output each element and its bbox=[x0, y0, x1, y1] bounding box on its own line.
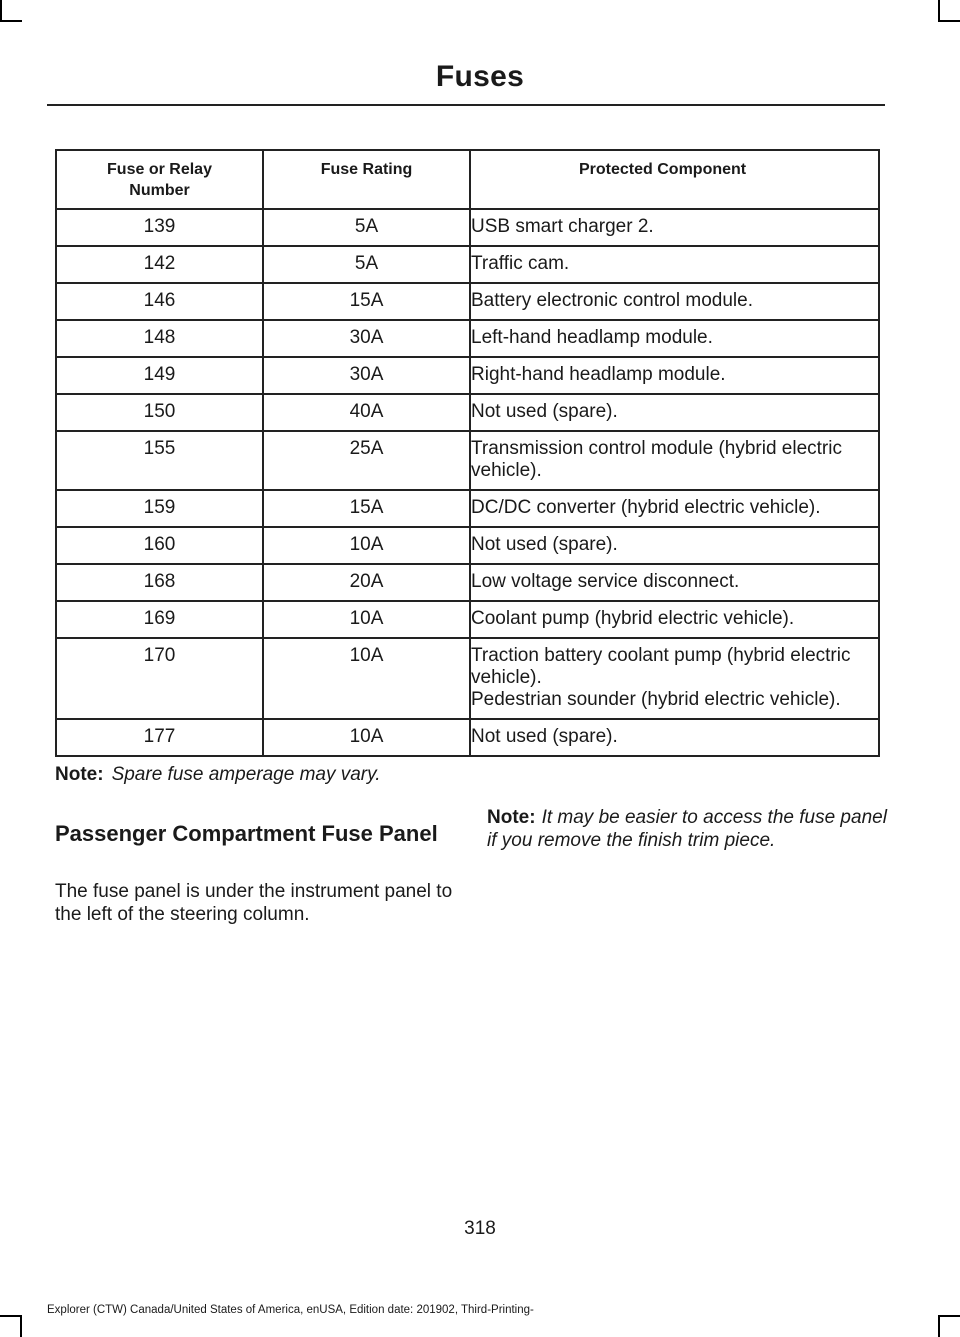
note-label: Note: bbox=[55, 764, 104, 785]
column-header-number: Fuse or Relay Number bbox=[56, 150, 263, 209]
crop-mark bbox=[938, 1315, 960, 1317]
fuse-rating-cell: 15A bbox=[263, 283, 470, 320]
protected-component-cell bbox=[470, 564, 879, 601]
footer: Explorer (CTW) Canada/United States of America, enUSA, Edition date: 201902, Third-Printing- bbox=[47, 1304, 534, 1316]
component-line: DC/DC converter (hybrid electric vehicle). bbox=[471, 497, 821, 518]
fuse-rating-cell: 40A bbox=[263, 394, 470, 431]
component-line: Traffic cam. bbox=[471, 253, 570, 274]
protected-component-cell bbox=[470, 357, 879, 394]
fuse-table bbox=[55, 149, 880, 757]
crop-mark bbox=[0, 20, 22, 22]
table-row bbox=[56, 283, 879, 320]
fuse-number-cell: 177 bbox=[56, 719, 263, 756]
table-row bbox=[56, 394, 879, 431]
section-heading: Passenger Compartment Fuse Panel bbox=[55, 821, 438, 846]
table-row bbox=[56, 638, 879, 719]
fuse-number-cell: 155 bbox=[56, 431, 263, 490]
crop-mark bbox=[938, 20, 960, 22]
fuse-number-cell: 148 bbox=[56, 320, 263, 357]
fuse-number-cell: 168 bbox=[56, 564, 263, 601]
protected-component-cell bbox=[470, 719, 879, 756]
table-row bbox=[56, 209, 879, 246]
component-line: Coolant pump (hybrid electric vehicle). bbox=[471, 608, 795, 629]
fuse-number-cell: 146 bbox=[56, 283, 263, 320]
note-label: Note: bbox=[487, 807, 536, 828]
crop-mark bbox=[0, 0, 2, 22]
fuse-rating-cell: 10A bbox=[263, 601, 470, 638]
protected-component-cell bbox=[470, 490, 879, 527]
title-divider bbox=[47, 104, 885, 106]
fuse-table-body bbox=[56, 209, 879, 756]
fuse-number-cell: 139 bbox=[56, 209, 263, 246]
table-note bbox=[55, 764, 381, 786]
component-line: Transmission control module (hybrid electric vehicle). bbox=[471, 438, 842, 481]
component-line: Low voltage service disconnect. bbox=[471, 571, 740, 592]
page-number: 318 bbox=[464, 1218, 496, 1239]
crop-mark bbox=[938, 0, 940, 22]
protected-component-cell bbox=[470, 320, 879, 357]
protected-component-cell bbox=[470, 246, 879, 283]
fuse-number-cell: 150 bbox=[56, 394, 263, 431]
protected-component-cell bbox=[470, 638, 879, 719]
crop-mark bbox=[0, 1315, 22, 1317]
table-row bbox=[56, 246, 879, 283]
page-title: Fuses bbox=[435, 60, 525, 93]
protected-component-cell bbox=[470, 209, 879, 246]
protected-component-cell bbox=[470, 527, 879, 564]
fuse-number-cell: 149 bbox=[56, 357, 263, 394]
component-line: Traction battery coolant pump (hybrid electric vehicle). bbox=[471, 645, 851, 688]
table-row bbox=[56, 719, 879, 756]
component-line: USB smart charger 2. bbox=[471, 216, 654, 237]
fuse-rating-cell: 5A bbox=[263, 246, 470, 283]
note-text: It may be easier to access the fuse panel if you remove the finish trim piece. bbox=[487, 807, 887, 851]
fuse-rating-cell: 10A bbox=[263, 527, 470, 564]
protected-component-cell bbox=[470, 394, 879, 431]
panel-note bbox=[487, 806, 887, 852]
table-row bbox=[56, 564, 879, 601]
fuse-rating-cell: 20A bbox=[263, 564, 470, 601]
protected-component-cell bbox=[470, 431, 879, 490]
table-row bbox=[56, 601, 879, 638]
fuse-rating-cell: 30A bbox=[263, 320, 470, 357]
column-header-rating: Fuse Rating bbox=[263, 150, 470, 209]
component-line: Not used (spare). bbox=[471, 401, 618, 422]
fuse-rating-cell: 15A bbox=[263, 490, 470, 527]
protected-component-cell bbox=[470, 601, 879, 638]
section-body: The fuse panel is under the instrument panel to the left of the steering column. bbox=[55, 881, 453, 925]
component-line: Not used (spare). bbox=[471, 726, 618, 747]
component-line: Left-hand headlamp module. bbox=[471, 327, 713, 348]
table-row bbox=[56, 490, 879, 527]
table-row bbox=[56, 357, 879, 394]
table-header-row bbox=[56, 150, 879, 209]
component-line: Not used (spare). bbox=[471, 534, 618, 555]
note-text: Spare fuse amperage may vary. bbox=[111, 764, 381, 785]
fuse-rating-cell: 10A bbox=[263, 719, 470, 756]
column-header-component: Protected Component bbox=[470, 150, 879, 209]
fuse-number-cell: 142 bbox=[56, 246, 263, 283]
crop-mark bbox=[938, 1315, 940, 1337]
crop-mark bbox=[20, 1315, 22, 1337]
fuse-rating-cell: 25A bbox=[263, 431, 470, 490]
fuse-rating-cell: 30A bbox=[263, 357, 470, 394]
protected-component-cell bbox=[470, 283, 879, 320]
fuse-rating-cell: 10A bbox=[263, 638, 470, 719]
table-row bbox=[56, 431, 879, 490]
component-line: Pedestrian sounder (hybrid electric vehicle). bbox=[471, 689, 841, 710]
fuse-number-cell: 169 bbox=[56, 601, 263, 638]
component-line: Right-hand headlamp module. bbox=[471, 364, 726, 385]
table-row bbox=[56, 320, 879, 357]
fuse-number-cell: 160 bbox=[56, 527, 263, 564]
fuse-number-cell: 159 bbox=[56, 490, 263, 527]
table-row bbox=[56, 527, 879, 564]
component-line: Battery electronic control module. bbox=[471, 290, 753, 311]
fuse-rating-cell: 5A bbox=[263, 209, 470, 246]
fuse-number-cell: 170 bbox=[56, 638, 263, 719]
